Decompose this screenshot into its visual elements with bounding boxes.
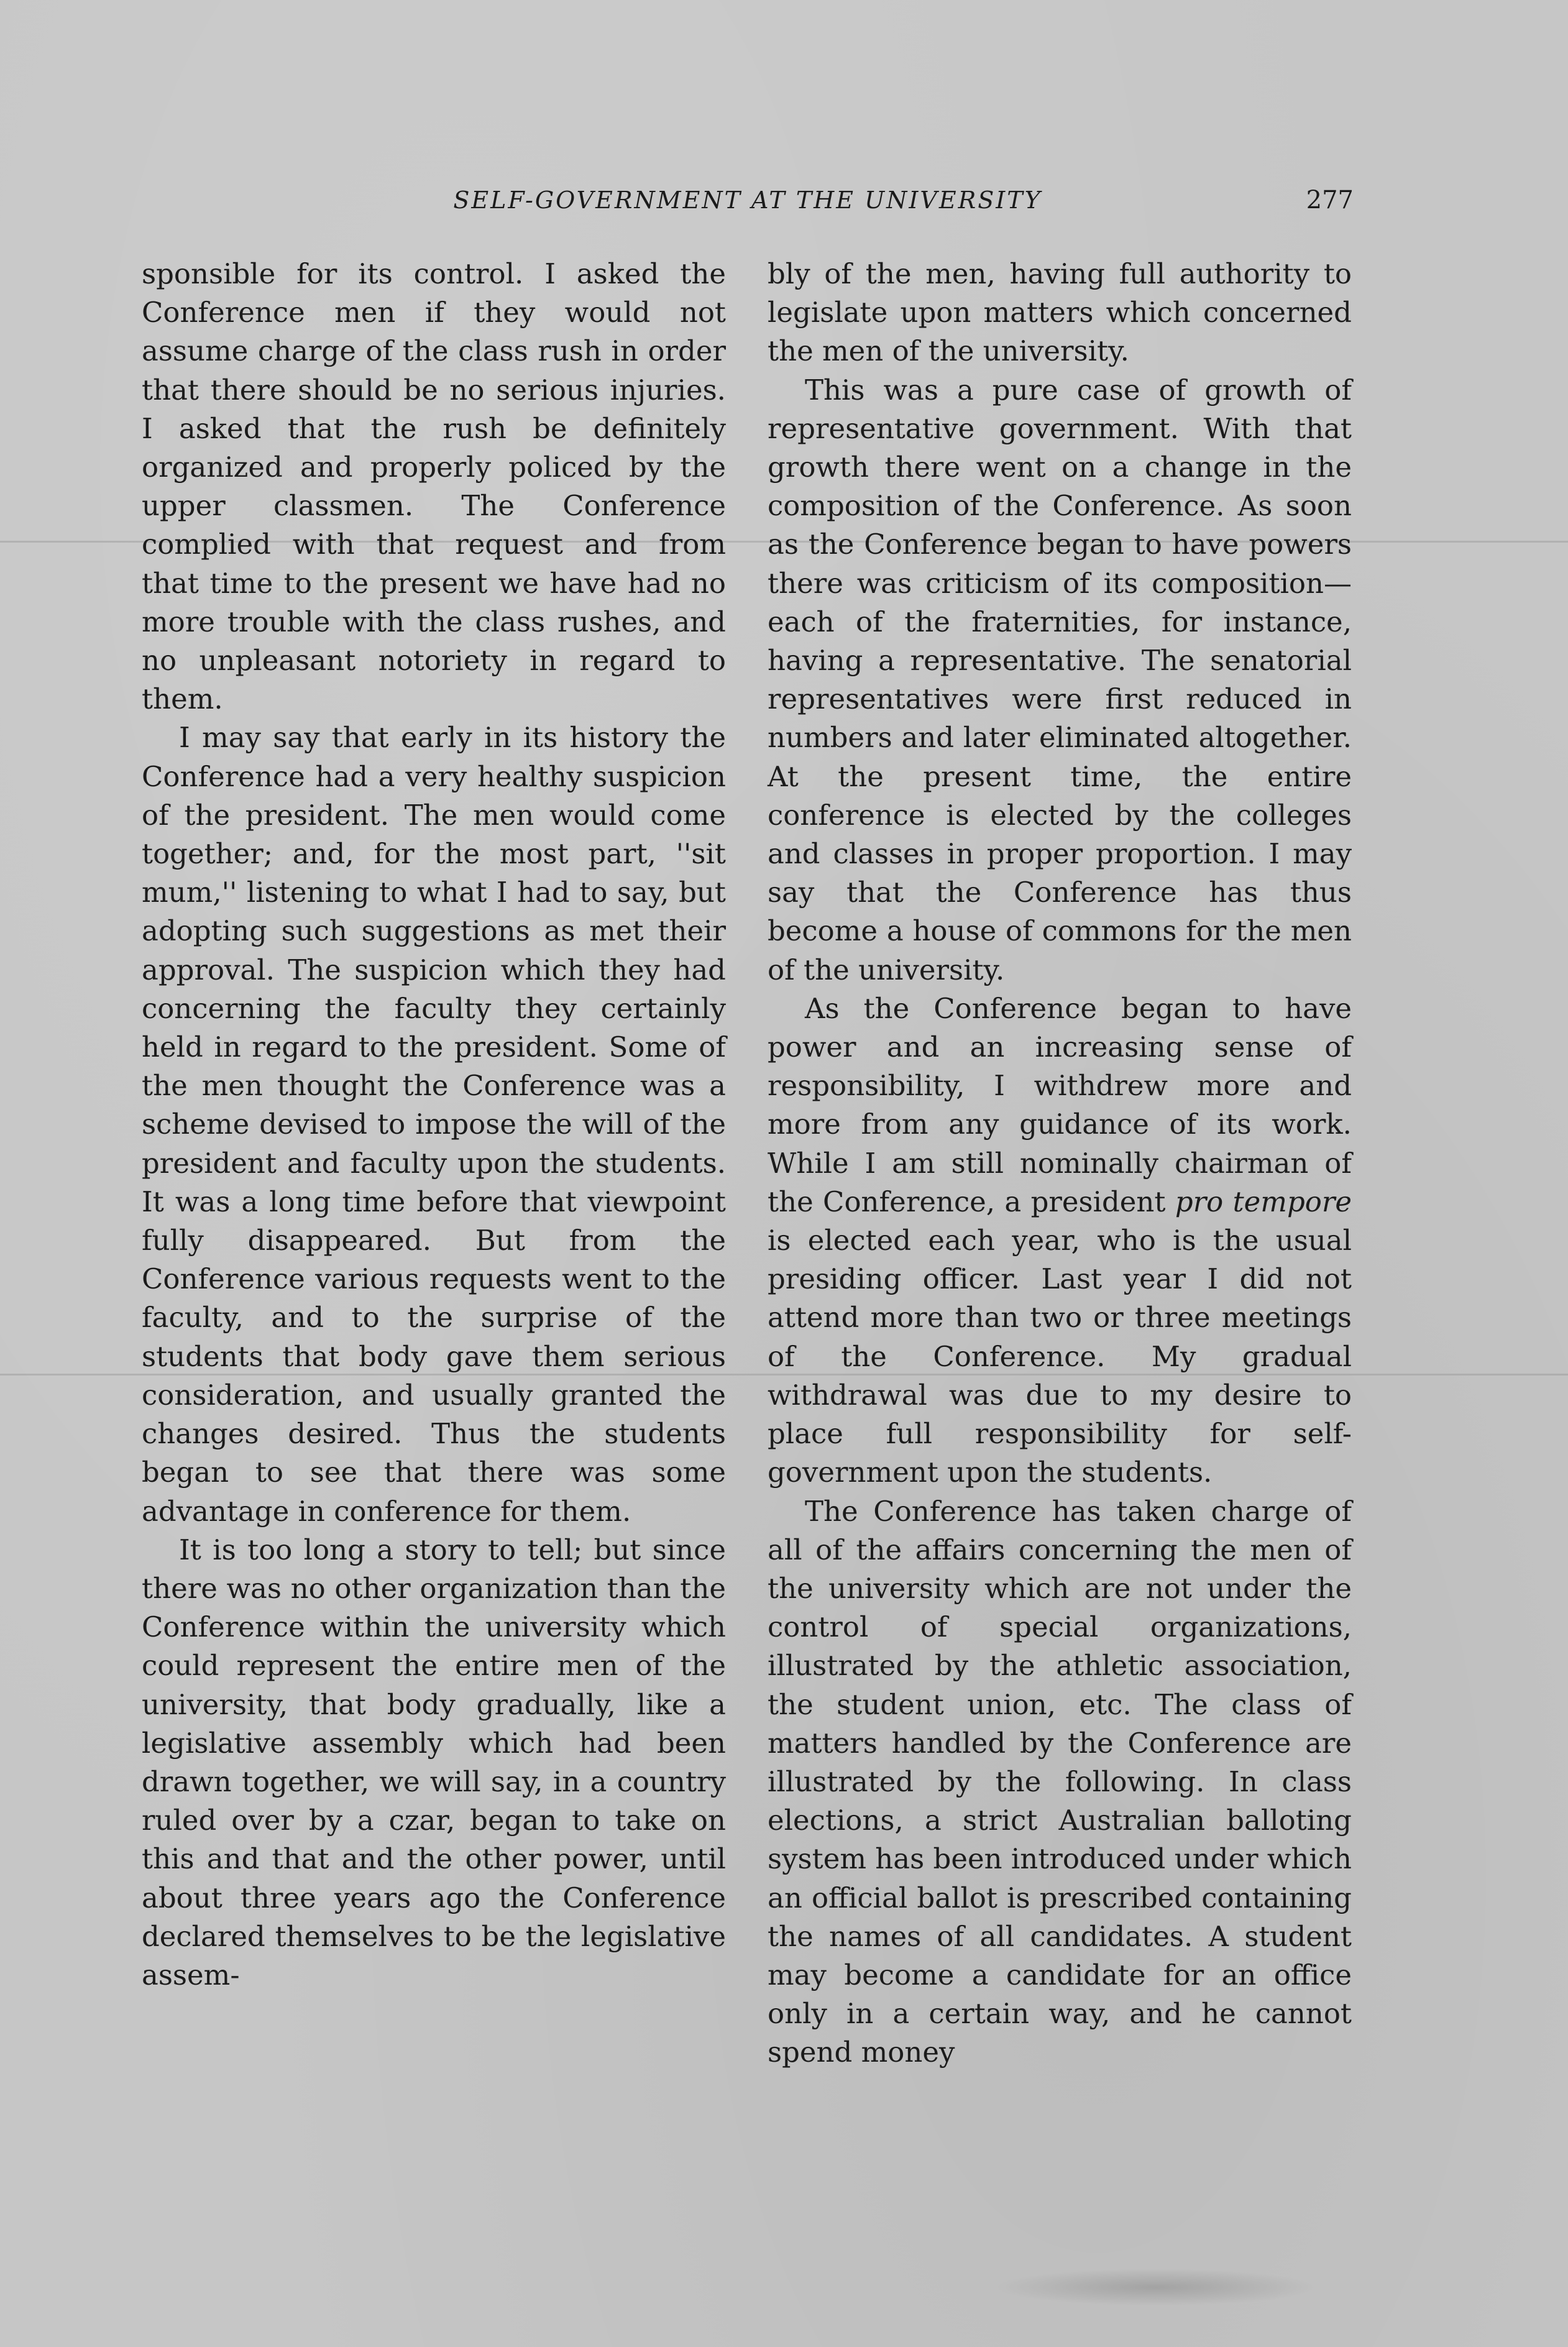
left-column [142,255,726,1995]
paragraph-text: As the Conference began to have power and an increasing sense of responsibility, I withdrew more and more from any guidance of its work. While I am still nominally chairman of the Conference, a president [768,991,1352,1218]
paragraph: The Conference has taken charge of all of the affairs concerning the men of the university which are not under the control of special organizations, illustrated by the athletic association, the student union, etc. The class of matters handled by the Conference are illustrated by the following. In class elections, a strict Australian balloting system has been introduced under which an official ballot is prescribed containing the names of all candidates. A student may become a candidate for an office only in a certain way, and he cannot spend money [768,1494,1352,2069]
running-title: SELF-GOVERNMENT AT THE UNIVERSITY [453,186,1042,214]
paper-stain [994,2269,1318,2306]
right-column [768,255,1352,2072]
paragraph: It is too long a story to tell; but since there was no other organization than the Conference within the university which could represent the entire men of the university, that body gradually, like a legislative assembly which had been drawn together, we will say, in a country ruled over by a czar, began to take on this and that and the other power, until about three years ago the Conference declared themselves to be the legislative assem- [142,1533,726,1991]
paragraph: I may say that early in its history the Conference had a very healthy suspicion of the president. The men would come together; and, for the most part, ''sit mum,'' listening to what I had to say, but adopting such suggestions as met their approval. The suspicion which they had concerning the faculty they certainly held in regard to the president. Some of the men thought the Conference was a scheme devised to impose the will of the president and faculty upon the students. It was a long time before that viewpoint fully disappeared. But from the Conference various requests went to the faculty, and to the surprise of the students that body gave them serious consideration, and usually granted the changes desired. Thus the students began to see that there was some advantage in conference for them. [142,721,726,1528]
paragraph: sponsible for its control. I asked the Conference men if they would not assume charge of the class rush in order that there should be no serious injuries. I asked that the rush be definitely organized and properly policed by the upper classmen. The Conference complied with that request and from that time to the present we have had no more trouble with the class rushes, and no unpleasant notoriety in regard to them. [142,257,726,716]
paragraph: bly of the men, having full authority to legislate upon matters which concerned the men of the university. [768,257,1352,368]
page-header [142,180,1354,220]
italic-term: pro tempore [1175,1185,1352,1218]
paragraph: This was a pure case of growth of representative government. With that growth there went on a change in the composition of the Conference. As soon as the Conference began to have powers there was criticism of its composition—each of the fraternities, for instance, having a representative. The senatorial representatives were first reduced in numbers and later eliminated altogether. At the present time, the entire conference is elected by the colleges and classes in proper proportion. I may say that the Conference has thus become a house of commons for the men of the university. [768,373,1352,986]
paragraph [768,990,1352,1492]
paragraph-text: is elected each year, who is the usual presiding officer. Last year I did not attend more than two or three meetings of the Conference. My gradual withdrawal was due to my desire to place full responsibility for self-government upon the students. [768,1224,1352,1489]
page-number: 277 [1306,186,1354,214]
